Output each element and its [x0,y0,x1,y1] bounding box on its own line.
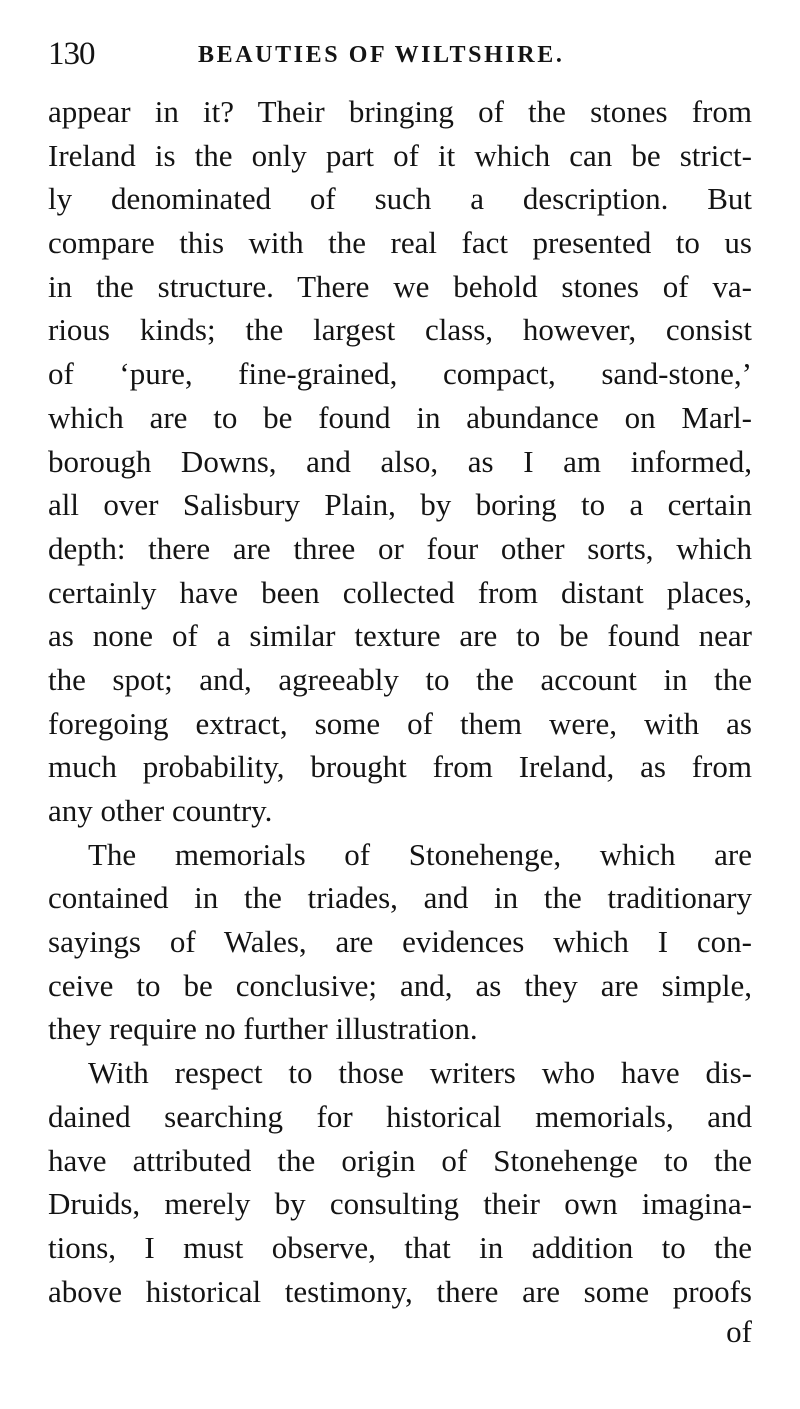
text-line: any other country. [48,793,273,828]
text-line: With respect to those writers who have dis- [88,1055,752,1091]
text-line: the spot; and, agreeably to the account in the [48,661,752,697]
text-line: in the structure. There we behold stones of va- [48,268,752,304]
text-line: Ireland is the only part of it which can be strict- [48,137,752,173]
text-line: foregoing extract, some of them were, with as [48,705,752,741]
text-line: certainly have been collected from distant places, [48,574,752,610]
body-text [48,90,752,1313]
text-line: appear in it? Their bringing of the stones from [48,94,752,129]
text-line: dained searching for historical memorials, and [48,1098,752,1134]
text-line: borough Downs, and also, as I am informed, [48,443,752,479]
catchword: of [726,1314,752,1349]
paragraph [48,90,752,833]
text-line: have attributed the origin of Stonehenge to the [48,1142,752,1178]
text-line: above historical testimony, there are some proofs [48,1273,752,1309]
text-line: much probability, brought from Ireland, as from [48,749,752,785]
text-line: contained in the triades, and in the traditionary [48,880,752,916]
text-line: they require no further illustration. [48,1011,478,1047]
text-line: tions, I must observe, that in addition to the [48,1229,752,1265]
paragraph [48,833,752,1051]
text-line: compare this with the real fact presented to us [48,225,752,261]
text-line: rious kinds; the largest class, however, consist [48,312,752,348]
text-line: Druids, merely by consulting their own imagina- [48,1186,752,1222]
paragraph [48,1051,752,1313]
page-number: 130 [48,36,95,72]
running-head: BEAUTIES OF WILTSHIRE. [198,42,565,68]
text-line: of ‘pure, fine-grained, compact, sand-stone,’ [48,356,752,392]
text-line: ceive to be conclusive; and, as they are simple, [48,967,752,1003]
text-line: The memorials of Stonehenge, which are [88,836,752,872]
text-line: sayings of Wales, are evidences which I con- [48,924,752,960]
text-line: which are to be found in abundance on Marl- [48,399,752,435]
page-header [48,28,760,78]
text-line: depth: there are three or four other sorts, which [48,530,752,566]
text-line: ly denominated of such a description. But [48,181,752,217]
text-line: as none of a similar texture are to be found near [48,618,752,654]
text-line: all over Salisbury Plain, by boring to a certain [48,487,752,523]
